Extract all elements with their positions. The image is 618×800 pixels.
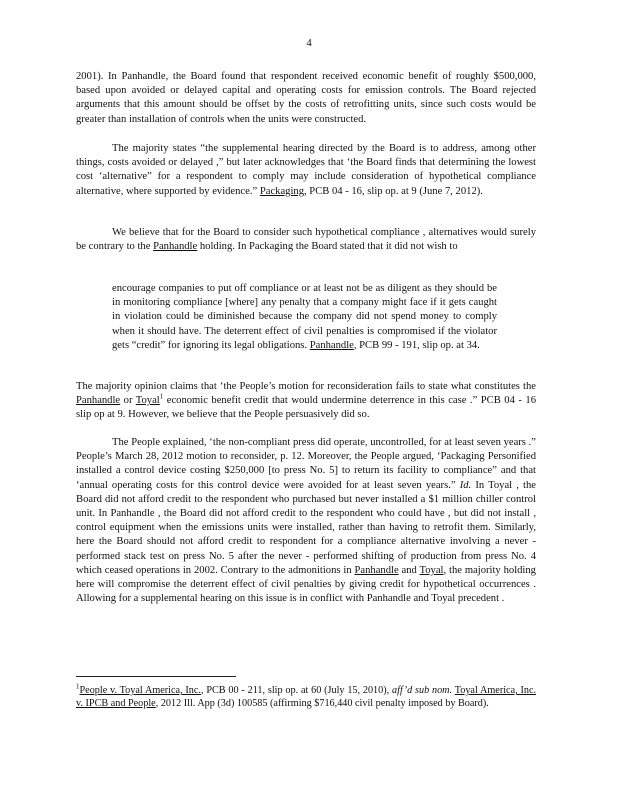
paragraph-3-tail: holding. In Packaging the Board stated that it did not wish to — [199, 241, 458, 253]
quote-citation-panhandle: Panhandle — [309, 339, 354, 351]
citation-panhandle: Panhandle — [153, 241, 198, 253]
citation-toyal: Toyal — [135, 395, 160, 407]
footnote-reference[interactable]: 1 — [159, 392, 164, 401]
paragraph-2-text: The majority states “the supplemental hearing directed by the Board is to address, among other things, costs avoided or delayed ,” but later acknowledges that ‘the Board finds that determining the lowest cost ‘alternative” for a respondent to comply may include consideration of hypothetical compliance alternative, where supported by evidence.” — [76, 143, 536, 197]
citation-toyal-2: Toyal — [419, 564, 444, 576]
paragraph-3 — [76, 226, 536, 254]
paragraph-5-tail: , the majority holding here will compromise the deterrent effect of civil penalties by giving credit for hypothetical occurrences . Allowing for a supplemental hearing on this issue is in conflict with Panhandle and Toyal precedent . — [76, 564, 536, 605]
id-citation: Id. — [459, 479, 472, 491]
footnote-citation-toyal: People v. Toyal America, Inc. — [79, 685, 201, 696]
paragraph-2 — [76, 142, 536, 199]
footnote-text: , PCB 00 - 211, slip op. at 60 (July 15, 2010), — [200, 685, 390, 696]
citation-panhandle-2: Panhandle — [76, 395, 121, 407]
paragraph-4 — [76, 380, 536, 423]
quote-citation-tail: , PCB 99 - 191, slip op. at 34. — [353, 339, 480, 351]
citation-panhandle-3: Panhandle — [354, 564, 399, 576]
block-quote-text: encourage companies to put off compliance or at least not be as diligent as they should be in monitoring compliance [where] any penalty that a company might face if it gets caught in violation could be diminished because the company did not spend money to comply when it should have. The deterrent effect of civil penalties is compromised if the violator gets “credit” for ignoring its legal obligations. — [112, 283, 497, 351]
paragraph-5-and: and — [401, 564, 417, 576]
paragraph-4-or: or — [123, 395, 133, 407]
footnote-citation-appeal: Toyal America, Inc. v. IPCB and People — [76, 685, 537, 710]
paragraph-2-cite-tail: , PCB 04 - 16, slip op. at 9 (June 7, 2012). — [304, 185, 483, 197]
paragraph-1 — [76, 70, 536, 127]
paragraph-1-text: 2001). In Panhandle, the Board found that respondent received economic benefit of roughly $500,000, based upon avoided or delayed capital and operating costs for emission controls. The Board rejected arguments that this amount should be offset by the costs of retrofitting units, since such costs would be greater than installation of controls when the units were constructed. — [76, 71, 536, 125]
block-quote — [112, 282, 497, 353]
footnote-divider — [76, 676, 236, 677]
paragraph-3-text: We believe that for the Board to consider such hypothetical compliance , alternatives would surely be contrary to the — [76, 227, 536, 253]
footnote — [76, 684, 536, 711]
paragraph-5-text: The People explained, ‘the non-compliant press did operate, uncontrolled, for at least seven years .” People’s March 28, 2012 motion to reconsider, p. 12. Moreover, the People argued, ‘Packaging Personified installed a control device costing $250,000 [to press No. 5] to return its facility to compliance” and that ‘annual operating costs for this control device were avoided for at least seven years.” — [76, 437, 536, 491]
footnote-number: 1 — [76, 682, 80, 691]
footnote-tail: , 2012 Ill. App (3d) 100585 (affirming $716,440 civil penalty imposed by Board). — [155, 698, 489, 710]
paragraph-5-middle: In Toyal , the Board did not afford credit to the respondent who purchased but never installed a $1 million chiller control unit. In Panhandle , the Board did not afford credit to the respondent who could have , but did not install , control equipment when the emissions units were installed, rather than having to retrofit them. Similarly, here the Board should not afford credit to respondent for a compliance alternative involving a never - performed stack test on press No. 5 after the never - performed shifting of production from press No. 4 which ceased operations in 2002. Contrary to the admonitions in — [76, 479, 536, 576]
paragraph-5 — [76, 436, 536, 606]
paragraph-4-tail: economic benefit credit that would undermine deterrence in this case .” PCB 04 - 16 slip op at 9. However, we believe that the People persuasively did so. — [76, 395, 536, 421]
footnote-affd: aff’d sub nom. — [392, 685, 453, 696]
paragraph-4-text: The majority opinion claims that ‘the People’s motion for reconsideration fails to state what constitutes the — [76, 381, 536, 392]
citation-packaging: Packaging — [259, 185, 304, 197]
page-number: 4 — [306, 37, 312, 49]
